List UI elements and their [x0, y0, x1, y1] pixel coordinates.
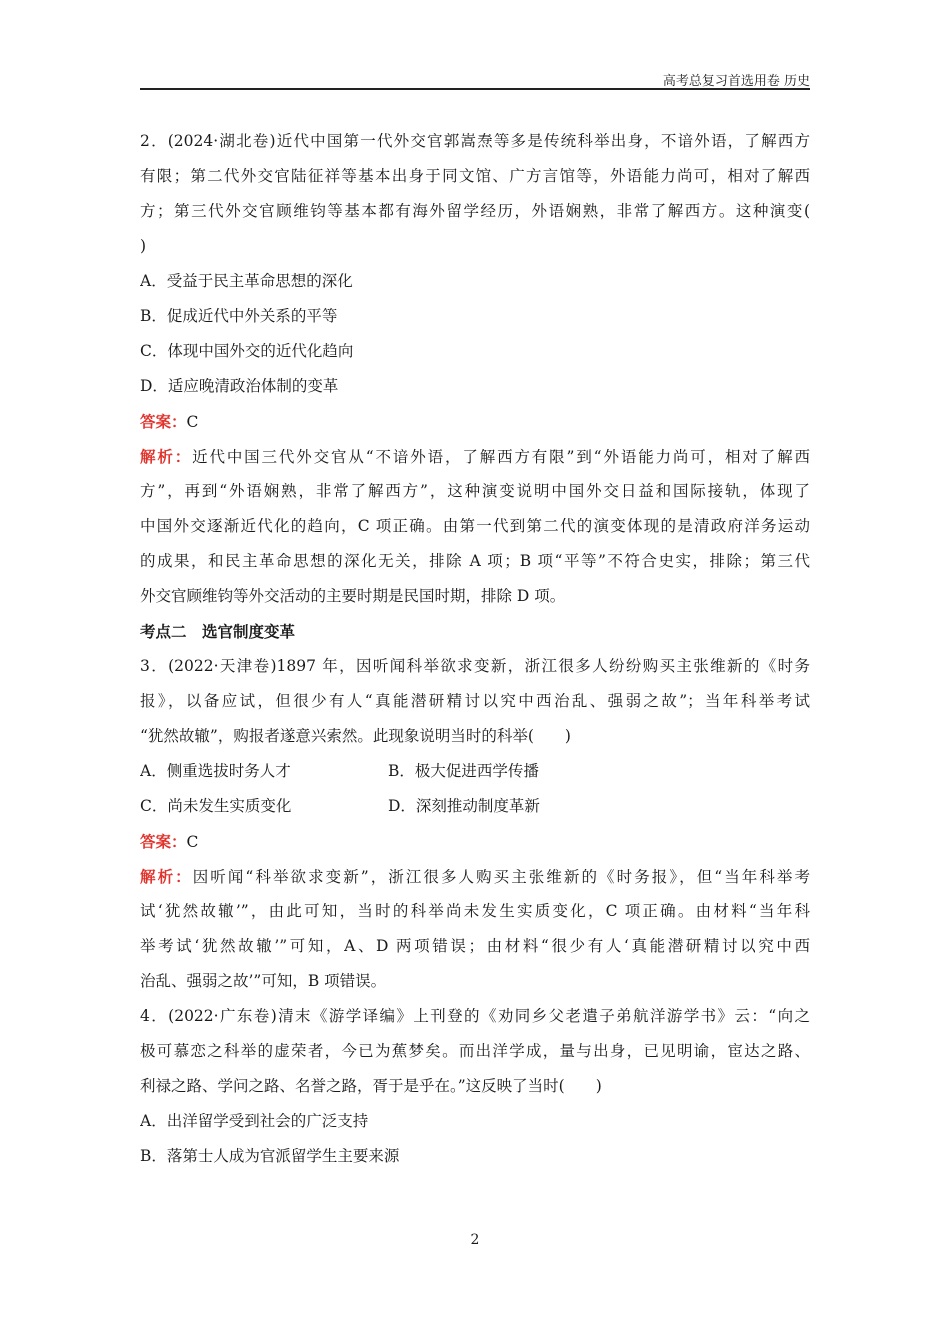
option-c: C．尚未发生实质变化: [140, 797, 292, 815]
analysis-line: 外交官顾维钧等外交活动的主要时期是民国时期，排除 D 项。: [140, 587, 566, 605]
analysis-line: 举考试‘犹然故辙’”可知，A、D 两项错误；由材料“很少有人‘真能潜研精讨以究中西: [140, 937, 810, 955]
question-stem-line: 有限；第二代外交官陆征祥等基本出身于同文馆、广方言馆等，外语能力尚可，相对了解西: [140, 167, 810, 185]
analysis-line: 试‘犹然故辙’”，由此可知，当时的科举尚未发生实质变化，C 项正确。由材料“当年科: [140, 902, 810, 920]
section-heading: 考点二 选官制度变革: [140, 622, 296, 641]
analysis-line: [140, 439, 810, 474]
option-b: B．极大促进西学传播: [388, 762, 539, 780]
running-header: 高考总复习首选用卷 历史: [662, 74, 810, 89]
analysis-text: 近代中国三代外交官从“不谙外语，了解西方有限”到“外语能力尚可，相对了解西: [192, 448, 810, 466]
question-4: [140, 999, 810, 1174]
answer-label: 答案：: [140, 412, 187, 431]
analysis-line: 治乱、强弱之故’”可知，B 项错误。: [140, 972, 387, 990]
answer-value: C: [186, 413, 199, 431]
analysis-label: 解析：: [140, 447, 193, 466]
page-number: 2: [470, 1232, 480, 1248]
analysis-line: 中国外交逐渐近代化的趋向，C 项正确。由第一代到第二代的演变体现的是清政府洋务运动: [140, 517, 810, 535]
answer-line: [140, 824, 810, 859]
question-stem-line: 方；第三代外交官顾维钧等基本都有海外留学经历，外语娴熟，非常了解西方。这种演变(: [140, 202, 810, 220]
option-a: A．出洋留学受到社会的广泛支持: [140, 1112, 369, 1130]
analysis-line: 的成果，和民主革命思想的深化无关，排除 A 项；B 项“平等”不符合史实，排除；第三代: [140, 552, 810, 570]
question-stem-line: 报》，以备应试，但很少有人“真能潜研精讨以究中西治乱、强弱之故”；当年科举考试: [140, 692, 810, 710]
question-2: [140, 124, 810, 614]
analysis-line: 方”，再到“外语娴熟，非常了解西方”，这种演变说明中国外交日益和国际接轨，体现了: [140, 482, 810, 500]
option-d: D．适应晚清政治体制的变革: [140, 377, 339, 395]
analysis-label: 解析：: [140, 867, 193, 886]
option-row: [140, 789, 810, 824]
option-a: A．侧重选拔时务人才: [140, 762, 291, 780]
option-d: D．深刻推动制度革新: [388, 797, 540, 815]
question-stem-line: 利禄之路、学问之路、名誉之路，胥于是乎在。”这反映了当时( ): [140, 1077, 602, 1095]
question-stem-line: 4．(2022·广东卷)清末《游学译编》上刊登的《劝同乡父老遣子弟航洋游学书》云：“向之: [140, 1007, 810, 1025]
page-content: [140, 124, 810, 1174]
option-row: [140, 754, 810, 789]
option-b: B．落第士人成为官派留学生主要来源: [140, 1147, 400, 1165]
question-stem-line: 2．(2024·湖北卷)近代中国第一代外交官郭嵩焘等多是传统科举出身，不谙外语，了解西方: [140, 132, 810, 150]
question-stem-line: 3．(2022·天津卷)1897 年，因听闻科举欲求变新，浙江很多人纷纷购买主张维新的《时务: [140, 657, 810, 675]
question-stem-line: ): [140, 237, 147, 255]
question-stem-line: 极可慕恋之科举的虚荣者，今已为蕉梦矣。而出洋学成，量与出身，已见明谕，宦达之路、: [140, 1042, 810, 1060]
header-rule: [140, 88, 810, 90]
answer-label: 答案：: [140, 832, 187, 851]
analysis-text: 因听闻“科举欲求变新”，浙江很多人购买主张维新的《时务报》，但“当年科举考: [192, 868, 810, 886]
analysis-line: [140, 859, 810, 894]
answer-value: C: [186, 833, 199, 851]
option-b: B．促成近代中外关系的平等: [140, 307, 338, 325]
answer-line: [140, 404, 810, 439]
question-stem-line: “犹然故辙”，购报者遂意兴索然。此现象说明当时的科举( ): [140, 727, 571, 745]
question-3: [140, 649, 810, 999]
option-c: C．体现中国外交的近代化趋向: [140, 342, 354, 360]
option-a: A．受益于民主革命思想的深化: [140, 272, 353, 290]
